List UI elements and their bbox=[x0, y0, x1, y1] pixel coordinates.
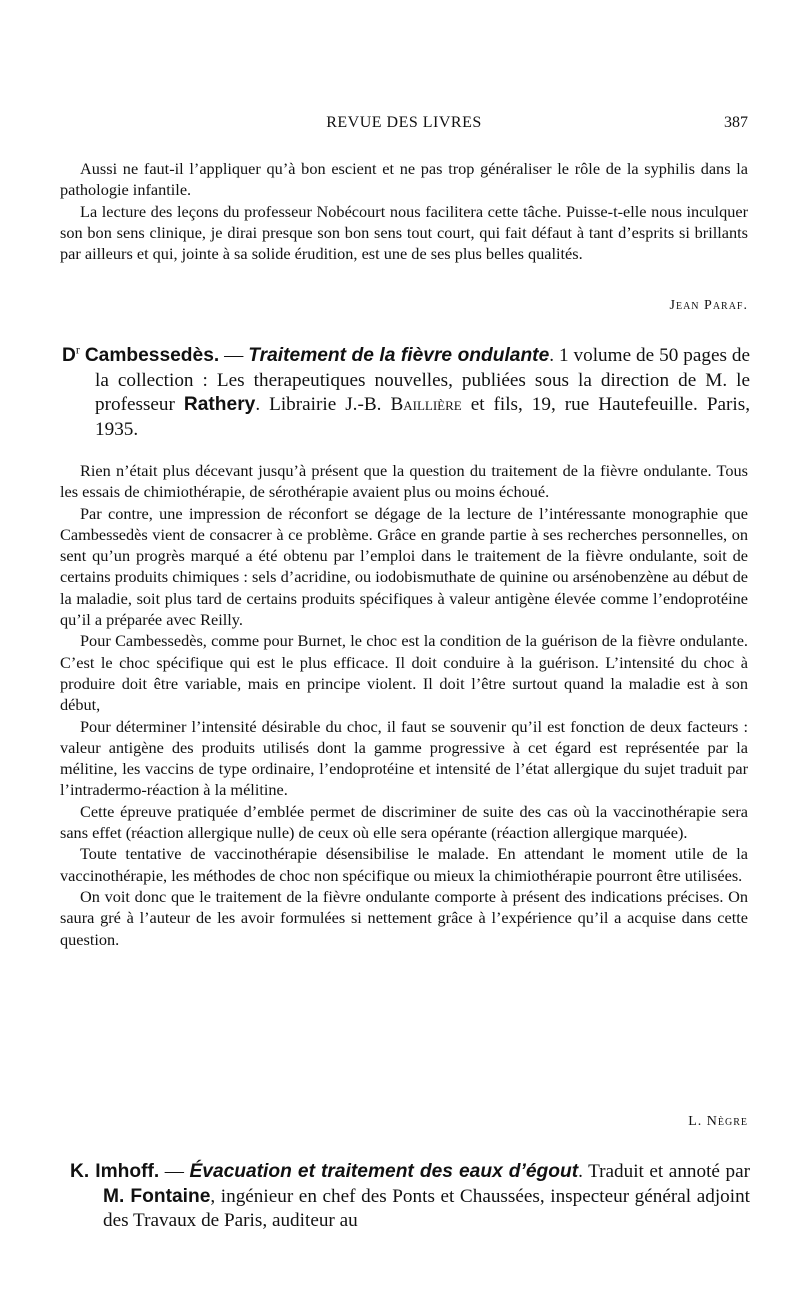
review2-author-sup: r bbox=[75, 342, 80, 357]
review2-heading bbox=[62, 344, 750, 443]
review2-director: Rathery bbox=[183, 394, 256, 416]
signature-negre: L. Nègre bbox=[688, 1114, 748, 1129]
review2-citation bbox=[62, 344, 750, 443]
review2-body bbox=[60, 460, 748, 950]
review3-details-a: . Traduit et annoté par bbox=[578, 1161, 750, 1182]
review2-details-c: et fils, 19, rue Hautefeuille. Paris, 1935. bbox=[95, 394, 750, 441]
running-head bbox=[60, 114, 748, 138]
page-number: 387 bbox=[724, 114, 748, 131]
review3-author: K. Imhoff. bbox=[70, 1161, 160, 1182]
paragraph: La lecture des leçons du professeur Nobécourt nous facilitera cette tâche. Puisse-t-elle nous inculquer son bon sens clinique, je dirai presque son bon sens tout court, qui fait défaut à tant d’esprits si brillants par ailleurs et qui, jointe à sa solide érudition, est une de ses plus belles qualités. bbox=[60, 201, 748, 264]
paragraph: Par contre, une impression de réconfort se dégage de la lecture de l’intéressante monographie que Cambessedès vient de consacrer à ce problème. Grâce en grande partie à ses recherches personnelles, on sent qu’un progrès marqué a été obtenu par l’emploi dans le traitement de la fièvre ondulante, soit de certains produits chimiques : sels d’acridine, ou iodobismuthate de quinine ou arsénobenzène au début de la maladie, soit plus tard de certains produits spécifiques à valeur antigène élevée comme l’endoprotéine qu’il a préparée avec Reilly. bbox=[60, 503, 748, 630]
review3-translator: M. Fontaine bbox=[103, 1185, 211, 1207]
paragraph: Toute tentative de vaccinothérapie désensibilise le malade. En attendant le moment utile de la vaccinothérapie, les méthodes de choc non spécifique ou mieux la chimiothérapie pourront être utilisées. bbox=[60, 844, 748, 885]
paragraph: Cette épreuve pratiquée d’emblée permet de discriminer de suite des cas où la vaccinothérapie sera sans effet (réaction allergique nulle) de ceux où elle sera opérante (réaction allergique marquée). bbox=[60, 801, 748, 843]
review3-title: Évacuation et traitement des eaux d’égout bbox=[189, 1161, 579, 1182]
paragraph: Pour Cambessedès, comme pour Burnet, le choc est la condition de la guérison de la fièvre ondulante. C’est le choc spécifique qui est le plus efficace. Il doit conduire à la guérison. L’intensité du choc à produire doit être variable, mais en principe violent. Il doit l’être surtout quand la maladie est à son début, bbox=[60, 631, 748, 715]
review3-details-b: , ingénieur en chef des Ponts et Chaussées, inspecteur général adjoint des Travaux de Paris, auditeur au bbox=[103, 1185, 751, 1232]
review2-dash: — bbox=[219, 345, 249, 366]
signature-paraf: Jean Paraf. bbox=[669, 298, 748, 313]
paragraph: On voit donc que le traitement de la fièvre ondulante comporte à présent des indications précises. On saura gré à l’auteur de les avoir formulées si nettement grâce à l’expérience qu’il a acquise dans cette question. bbox=[60, 886, 748, 949]
review2-publisher: Baillière bbox=[390, 394, 462, 416]
review2-author: Cambessedès. bbox=[84, 345, 220, 366]
review3-citation bbox=[70, 1160, 750, 1234]
review3-dash: — bbox=[159, 1161, 190, 1182]
review2-details-b: . Librairie J.-B. bbox=[255, 394, 391, 416]
paragraph: Aussi ne faut-il l’appliquer qu’à bon escient et ne pas trop généraliser le rôle de la syphilis dans la pathologie infantile. bbox=[60, 159, 748, 200]
running-title: REVUE DES LIVRES bbox=[326, 114, 482, 131]
review2-author-prefix: D bbox=[62, 345, 76, 366]
review1-continuation bbox=[60, 158, 748, 264]
review3-heading bbox=[70, 1160, 750, 1234]
review2-details-a: . 1 volume de 50 pages de la collection : Les therapeutiques nouvelles, publiées sous la direction de M. le professeur bbox=[95, 345, 750, 416]
paragraph: Rien n’était plus décevant jusqu’à présent que la question du traitement de la fièvre ondulante. Tous les essais de chimiothérapie, de sérothérapie avaient plus ou moins échoué. bbox=[60, 461, 748, 502]
review2-title: Traitement de la fièvre ondulante bbox=[248, 345, 550, 366]
paragraph: Pour déterminer l’intensité désirable du choc, il faut se souvenir qu’il est fonction de deux facteurs : valeur antigène des produits utilisés dont la gamme progressive à cet égard est représentée par la mélitine, les vaccins de type ordinaire, l’endoprotéine et intensité de l’état allergique du sujet traduit par l’intradermo-réaction à la mélitine. bbox=[60, 716, 748, 800]
